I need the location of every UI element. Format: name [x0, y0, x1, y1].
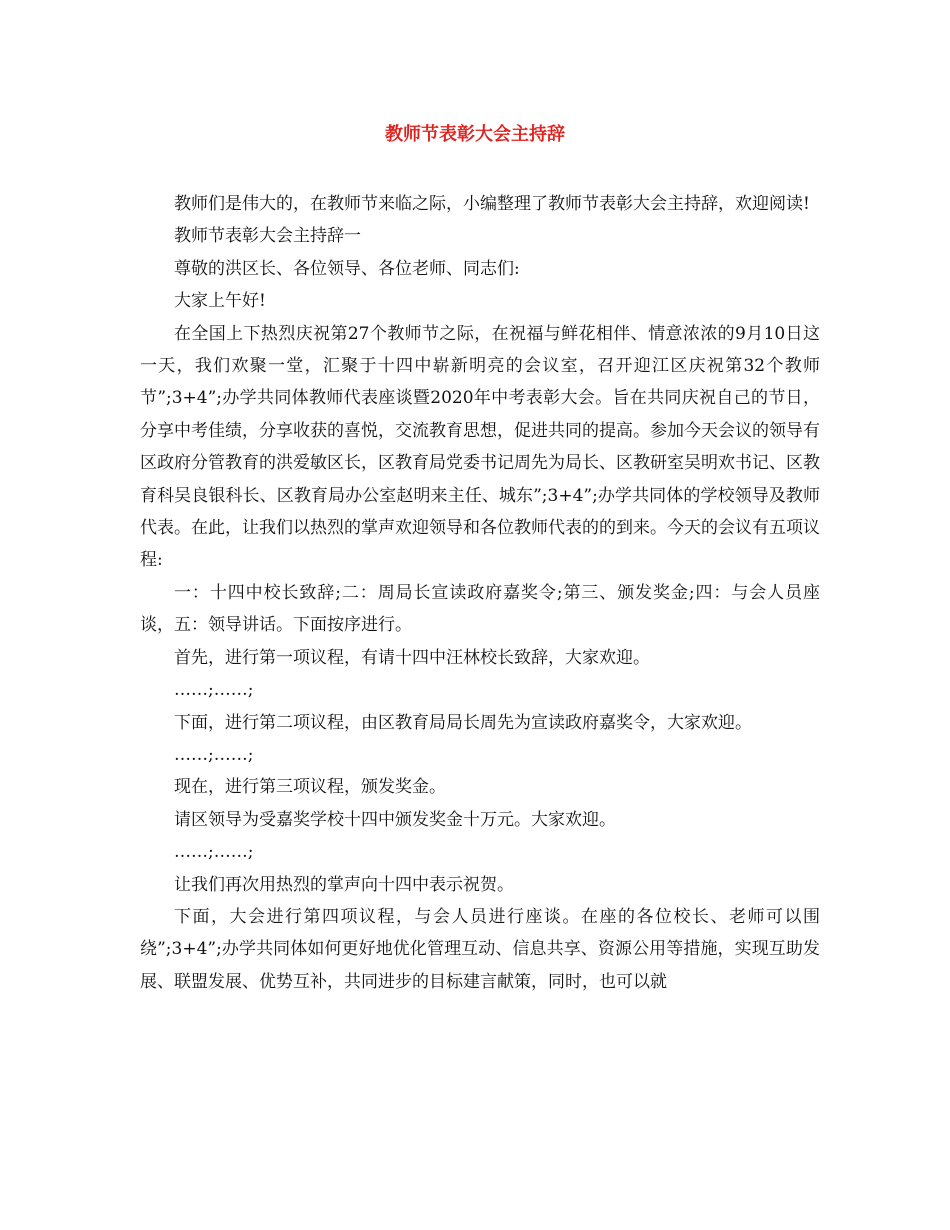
- paragraph-item-two: 下面，进行第二项议程，由区教育局局长周先为宣读政府嘉奖令，大家欢迎。: [174, 712, 752, 733]
- paragraph-agenda: 一：十四中校长致辞;二：周局长宣读政府嘉奖令;第三、颁发奖金;四：与会人员座谈，五：领导讲话。下面按序进行。: [140, 582, 820, 636]
- paragraph-ellipsis: ……;……;: [174, 680, 254, 701]
- paragraph-ellipsis: ……;……;: [174, 842, 254, 863]
- document-title: 教师节表彰大会主持辞: [385, 124, 565, 145]
- paragraph-intro: 教师们是伟大的，在教师节来临之际，小编整理了教师节表彰大会主持辞，欢迎阅读!: [174, 194, 810, 214]
- document-body: [140, 188, 820, 998]
- paragraph-section-heading: 教师节表彰大会主持辞一: [174, 226, 361, 247]
- paragraph-item-one: 首先，进行第一项议程，有请十四中汪林校长致辞，大家欢迎。: [174, 647, 650, 668]
- paragraph-ellipsis: ……;……;: [174, 744, 254, 765]
- paragraph-congrats: 让我们再次用热烈的掌声向十四中表示祝贺。: [174, 874, 514, 895]
- paragraph-opening: 在全国上下热烈庆祝第27个教师节之际，在祝福与鲜花相伴、情意浓浓的9月10日这一天，我们欢聚一堂，汇聚于十四中崭新明亮的会议室，召开迎江区庆祝第32个教师节”;3+4”;办学共同体教师代表座谈暨2020年中考表彰大会。旨在共同庆祝自己的节日，分享中考佳绩，分享收获的喜悦，交流教育思想，促进共同的提高。参加今天会议的领导有区政府分管教育的洪爱敏区长，区教育局党委书记周先为局长、区教研室吴明欢书记、区教育科吴良银科长、区教育局办公室赵明来主任、城东”;3+4”;办学共同体的学校领导及教师代表。在此，让我们以热烈的掌声欢迎领导和各位教师代表的的到来。今天的会议有五项议程:: [140, 323, 820, 571]
- paragraph-item-four: 下面，大会进行第四项议程，与会人员进行座谈。在座的各位校长、老师可以围绕”;3+4”;办学共同体如何更好地优化管理互动、信息共享、资源公用等措施，实现互助发展、联盟发展、优势互补，共同进步的目标建言献策，同时，也可以就: [140, 906, 820, 992]
- paragraph-salutation: 尊敬的洪区长、各位领导、各位老师、同志们:: [174, 258, 520, 279]
- paragraph-greeting: 大家上午好!: [174, 291, 266, 312]
- paragraph-award: 请区领导为受嘉奖学校十四中颁发奖金十万元。大家欢迎。: [174, 809, 616, 830]
- paragraph-item-three: 现在，进行第三项议程，颁发奖金。: [174, 777, 446, 798]
